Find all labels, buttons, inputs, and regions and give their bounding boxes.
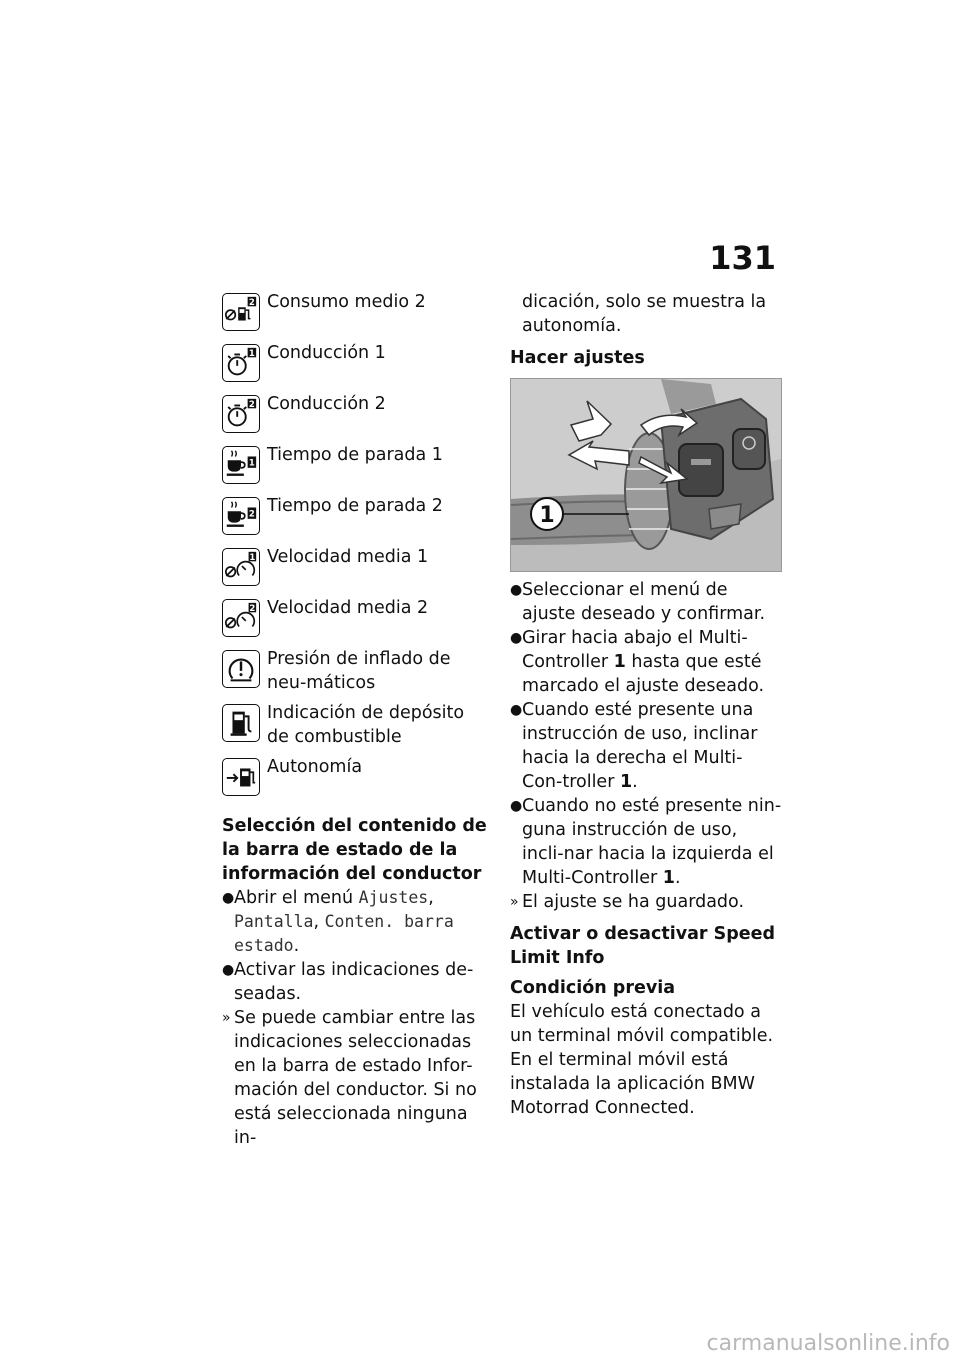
range-icon	[222, 758, 260, 796]
step-text-body: Girar hacia abajo el Multi-Controller	[522, 628, 748, 672]
step-list	[222, 886, 490, 1150]
step-text	[522, 626, 782, 698]
bullet-glyph: ●	[510, 702, 523, 718]
status-item	[222, 392, 490, 443]
result-text: Se puede cambiar entre las indicaciones seleccionadas en la barra de estado Infor-mación del conductor. Si no está seleccionada ninguna in-	[234, 1008, 477, 1148]
step-text	[522, 698, 782, 794]
status-item-label: Tiempo de parada 2	[267, 496, 443, 516]
bullet-glyph: ●	[222, 890, 235, 906]
separator: ,	[313, 912, 325, 932]
average-speed-2-icon	[222, 599, 260, 637]
section-heading: Hacer ajustes	[510, 348, 645, 368]
step-item	[510, 794, 782, 890]
section-heading: Activar o desactivar Speed Limit Info	[510, 924, 776, 968]
status-item-label: Autonomía	[267, 757, 363, 777]
step-prefix: Abrir el menú	[234, 888, 359, 908]
step-text: Activar las indicaciones de-seadas.	[234, 960, 474, 1004]
left-column	[222, 290, 490, 1150]
svg-text:1: 1	[248, 458, 255, 469]
watermark: carmanualsonline.info	[706, 1331, 950, 1356]
page-number: 131	[709, 239, 776, 277]
status-item-label: Presión de inflado de neu-máticos	[267, 649, 451, 693]
svg-text:2: 2	[248, 399, 255, 410]
separator: ,	[428, 888, 434, 908]
step-text	[522, 794, 782, 890]
subsection-heading: Condición previa	[510, 978, 676, 998]
status-items-list	[222, 290, 490, 806]
result-glyph: »	[222, 1010, 231, 1026]
svg-text:2: 2	[248, 509, 255, 520]
status-item-label: Tiempo de parada 1	[267, 445, 443, 465]
trip-2-stopwatch-icon	[222, 395, 260, 433]
trip-1-stopwatch-icon	[222, 344, 260, 382]
fuel-consumption-2-icon	[222, 293, 260, 331]
step-text-end: hasta que esté marcado el ajuste deseado.	[522, 652, 765, 696]
status-item-label: Indicación de depósito de combustible	[267, 703, 465, 747]
status-item	[222, 755, 490, 806]
status-item	[222, 290, 490, 341]
step-end: .	[293, 936, 300, 956]
callout-ref: 1	[662, 868, 675, 888]
status-item	[222, 596, 490, 647]
svg-text:2: 2	[248, 297, 255, 308]
step-text-body: Cuando no esté presente nin-guna instrucción de uso, incli-nar hacia la izquierda el Multi-Controller	[522, 796, 782, 888]
menu-conten-barra-estado: Conten. barra estado	[234, 912, 454, 955]
bullet-glyph: ●	[222, 962, 235, 978]
status-item-label: Conducción 1	[267, 343, 386, 363]
bullet-glyph: ●	[510, 798, 523, 814]
status-item-label: Conducción 2	[267, 394, 386, 414]
step-text-body: Seleccionar el menú de ajuste deseado y confirmar.	[522, 580, 766, 624]
step-item	[510, 698, 782, 794]
continued-text: dicación, solo se muestra la autonomía.	[522, 292, 767, 336]
multi-controller-illustration	[510, 378, 782, 572]
svg-text:1: 1	[249, 552, 256, 563]
fuel-tank-icon	[222, 704, 260, 742]
step-text-end: .	[632, 772, 638, 792]
result-item	[222, 1006, 490, 1150]
result-glyph: »	[510, 894, 519, 910]
status-item	[222, 443, 490, 494]
figure-callout: 1	[539, 503, 555, 528]
menu-ajustes: Ajustes	[358, 888, 429, 907]
step-text-end: .	[674, 868, 681, 888]
step-text	[522, 578, 782, 626]
svg-text:2: 2	[249, 603, 256, 614]
tyre-pressure-icon	[222, 650, 260, 688]
bullet-glyph: ●	[510, 630, 523, 646]
step-item	[510, 626, 782, 698]
step-item	[510, 578, 782, 626]
stop-time-2-cup-icon	[222, 497, 260, 535]
status-item	[222, 647, 490, 701]
callout-ref: 1	[613, 652, 626, 672]
section-heading: Selección del contenido de la barra de estado de la información del conductor	[222, 816, 487, 884]
menu-pantalla: Pantalla	[234, 912, 314, 931]
status-item-label: Consumo medio 2	[267, 292, 426, 312]
stop-time-1-cup-icon	[222, 446, 260, 484]
svg-text:1: 1	[248, 348, 255, 359]
status-item	[222, 701, 490, 755]
condition-text: El vehículo está conectado a un terminal móvil compatible. En el terminal móvil está instalada la aplicación BMW Motorrad Connected.	[510, 1002, 774, 1118]
status-item	[222, 341, 490, 392]
average-speed-1-icon	[222, 548, 260, 586]
step-item	[222, 886, 490, 958]
bullet-glyph: ●	[510, 582, 523, 598]
step-item	[222, 958, 490, 1006]
result-text: El ajuste se ha guardado.	[522, 892, 745, 912]
step-list	[510, 578, 782, 914]
status-item-label: Velocidad media 1	[267, 547, 429, 567]
callout-ref: 1	[619, 772, 633, 792]
status-item	[222, 494, 490, 545]
status-item	[222, 545, 490, 596]
right-column	[510, 290, 782, 1120]
step-text-body: Cuando esté presente una instrucción de uso, inclinar hacia la derecha el Multi-Con-troller	[522, 700, 758, 792]
step-text	[234, 886, 490, 958]
status-item-label: Velocidad media 2	[267, 598, 429, 618]
result-item	[510, 890, 782, 914]
